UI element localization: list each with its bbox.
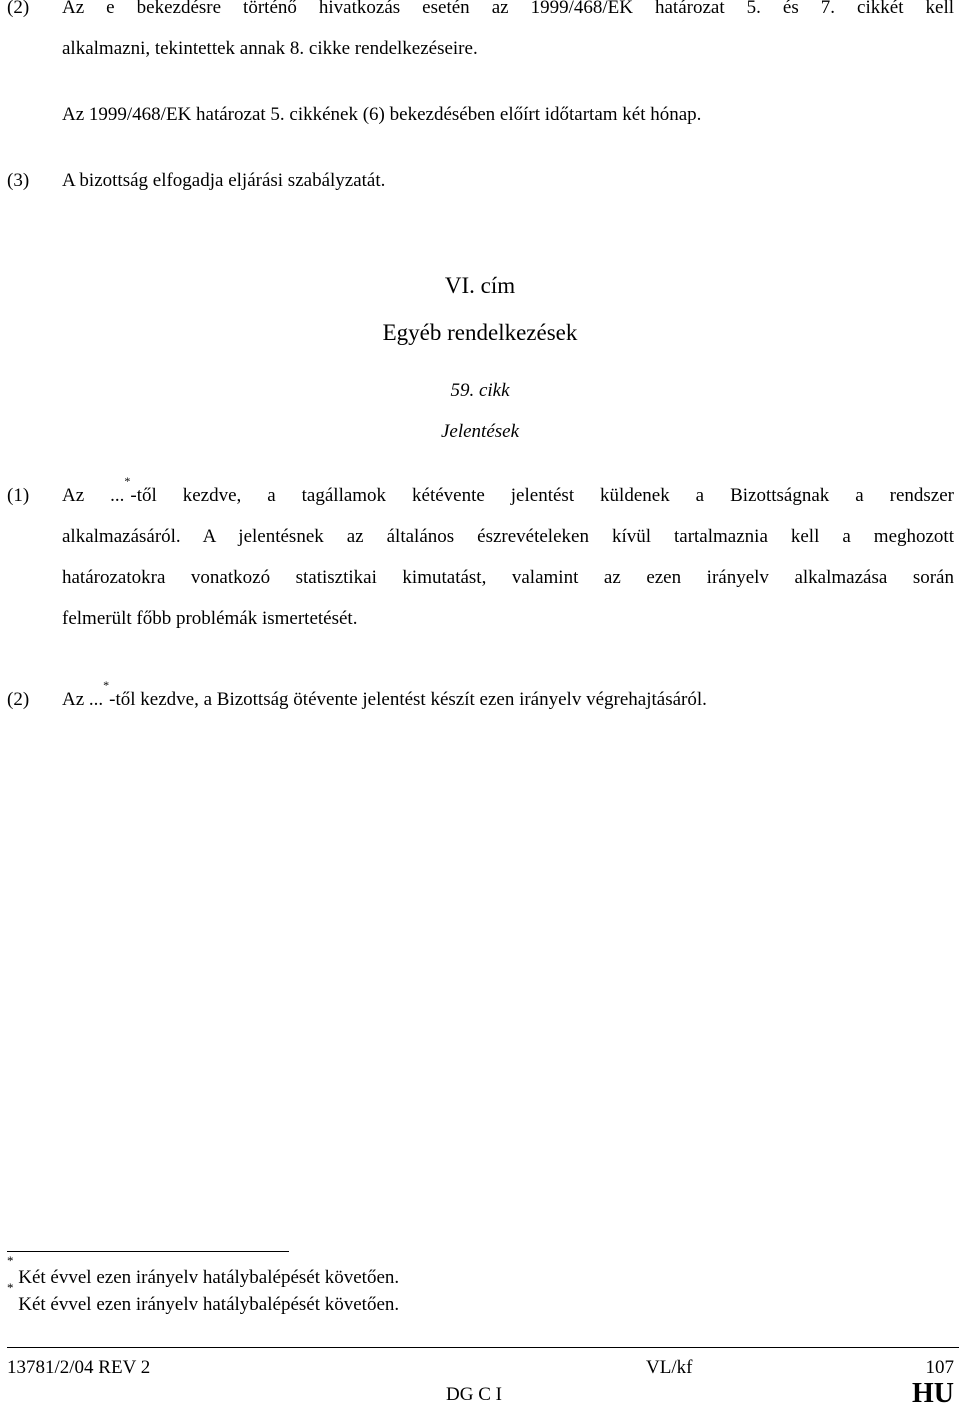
paragraph-number: (3) <box>7 170 30 191</box>
footnote-text: Két évvel ezen irányelv hatálybalépését követően. <box>18 1294 400 1315</box>
paragraph-text-line: felmerült főbb problémák ismertetését. <box>62 608 358 629</box>
footnote-marker: * <box>103 678 110 692</box>
footnote <box>7 1280 400 1316</box>
text-rest: -től kezdve, a Bizottság ötévente jelentést készít ezen irányelv végrehajtásáról. <box>109 689 707 710</box>
paragraph-text-line: alkalmazásáról. A jelentésnek az általános észrevételeken kívül tartalmaznia kell a meghozott <box>62 526 954 547</box>
paragraph-number: (2) <box>7 0 30 18</box>
footnote-marker: * <box>7 1253 14 1268</box>
text-rest: -től kezdve, a tagállamok kétévente jelentést küldenek a Bizottságnak a rendszer <box>130 485 954 506</box>
footnote-text: Két évvel ezen irányelv hatálybalépését követően. <box>18 1267 400 1288</box>
language-code: HU <box>912 1378 954 1409</box>
chapter-heading: VI. cím <box>444 273 516 298</box>
footnote-separator <box>7 1251 289 1252</box>
paragraph-text-line <box>62 474 954 507</box>
paragraph-text-line: alkalmazni, tekintettek annak 8. cikke rendelkezéseire. <box>62 38 478 59</box>
document-number: 13781/2/04 REV 2 <box>7 1357 151 1378</box>
text-start: Az ... <box>62 689 104 710</box>
article-heading: 59. cikk <box>450 380 510 401</box>
directorate-general: DG C I <box>446 1384 502 1405</box>
paragraph-number: (2) <box>7 689 30 710</box>
footnote-marker: * <box>7 1280 14 1295</box>
footnote <box>7 1253 400 1289</box>
paragraph-number: (1) <box>7 485 30 506</box>
article-name: Jelentések <box>440 421 520 442</box>
footer-separator <box>7 1347 959 1348</box>
author-initials: VL/kf <box>646 1357 693 1378</box>
paragraph-text: Az 1999/468/EK határozat 5. cikkének (6) bekezdésében előírt időtartam két hónap. <box>62 104 702 125</box>
paragraph-text <box>62 678 707 711</box>
footnote-marker: * <box>124 474 131 488</box>
paragraph-text-line: Az e bekezdésre történő hivatkozás esetén az 1999/468/EK határozat 5. és 7. cikkét kell <box>62 0 954 18</box>
text-start: Az ... <box>62 485 125 506</box>
paragraph-text-line: határozatokra vonatkozó statisztikai kimutatást, valamint az ezen irányelv alkalmazása során <box>62 567 954 588</box>
page-number: 107 <box>925 1357 954 1378</box>
chapter-name: Egyéb rendelkezések <box>382 320 578 345</box>
paragraph-text: A bizottság elfogadja eljárási szabályzatát. <box>62 170 386 191</box>
